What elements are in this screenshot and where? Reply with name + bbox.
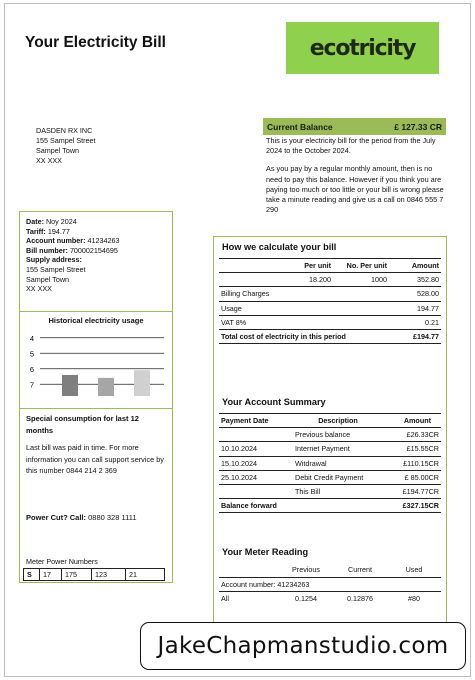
calc-unit-row xyxy=(219,273,441,287)
chart-tick-label: 6 xyxy=(29,364,35,374)
summary-header: Description xyxy=(293,414,383,428)
meter-cell: 21 xyxy=(129,570,137,579)
balance-note-text: As you pay by a regular monthly amount, then is no need to pay this balance. However if you think you are paying too much or too little or your bill is wrong please take a minute reading and give us a call on 0846 555 7 290 xyxy=(266,164,444,215)
meter-reading-header: Current xyxy=(333,563,387,577)
meter-reading-cell: 0.1254 xyxy=(295,594,317,604)
summary-header: Payment Date xyxy=(219,414,293,428)
supply-address-line: 155 Sampel Street xyxy=(26,264,86,274)
logo-text: ecotricity xyxy=(309,35,416,61)
ecotricity-logo xyxy=(286,22,439,74)
power-cut-number: 0880 328 1111 xyxy=(88,513,137,522)
balance-period-text: This is your electricity bill for the period from the July 2024 to the October 2024. xyxy=(266,136,436,156)
summary-cell: £194.77CR xyxy=(383,484,441,498)
calc-row-amount: 0.21 xyxy=(389,315,441,329)
calc-header xyxy=(219,259,289,273)
calc-cell: 352.80 xyxy=(389,273,441,287)
summary-row xyxy=(219,484,441,498)
meter-reading-table xyxy=(219,563,441,606)
summary-header-row xyxy=(219,414,441,428)
date-label: Date: xyxy=(26,217,44,226)
summary-cell: £ 85.00CR xyxy=(383,470,441,484)
summary-cell: £26.33CR xyxy=(383,428,441,442)
chart-tick-label: 4 xyxy=(29,333,35,343)
summary-section-title: Your Account Summary xyxy=(222,397,326,407)
account-info xyxy=(26,217,119,294)
watermark: JakeChapmanstudio.com xyxy=(140,622,466,670)
meter-reading-cell: #80 xyxy=(408,594,420,604)
special-consumption-text: Last bill was paid in time. For more information you can call support service by this number 0844 214 2 369 xyxy=(26,443,164,475)
chart-bar xyxy=(98,378,114,396)
chart-title: Historical electricity usage xyxy=(48,316,144,325)
bill-title: Your Electricity Bill xyxy=(25,34,166,51)
summary-header: Amount xyxy=(383,414,441,428)
summary-cell: £15.55CR xyxy=(383,442,441,456)
summary-row xyxy=(219,428,441,442)
calc-row xyxy=(219,315,441,329)
calc-row-label: VAT 8% xyxy=(219,315,389,329)
summary-cell: Debit Credit Payment xyxy=(293,470,383,484)
meter-reading-row xyxy=(219,591,441,605)
bill-details-panel xyxy=(213,236,447,623)
summary-cell: 15.10.2024 xyxy=(219,456,293,470)
calc-section-title: How we calculate your bill xyxy=(222,242,337,252)
customer-address xyxy=(36,126,96,166)
calc-header-row xyxy=(219,259,441,273)
meter-reading-header: Previous xyxy=(279,563,333,577)
calc-header: Amount xyxy=(389,259,441,273)
meter-cell: 17 xyxy=(40,569,62,580)
summary-row xyxy=(219,470,441,484)
address-line: 155 Sampel Street xyxy=(36,136,96,145)
summary-row xyxy=(219,442,441,456)
chart-tick-label: 7 xyxy=(29,380,35,390)
summary-forward-row xyxy=(219,499,441,513)
calc-row xyxy=(219,287,441,301)
meter-reading-header-row xyxy=(219,563,441,577)
special-consumption-title: Special consumption for last 12 months xyxy=(26,414,139,435)
tariff-label: Tariff: xyxy=(26,226,46,236)
bill-number-value: 700002154695 xyxy=(69,245,118,255)
current-balance-label: Current Balance xyxy=(267,121,333,132)
calc-row-label: Usage xyxy=(219,301,389,315)
summary-cell: This Bill xyxy=(293,484,383,498)
balance-forward-amount: £327.15CR xyxy=(383,499,441,513)
usage-chart-svg xyxy=(20,326,172,408)
supply-address-label: Supply address: xyxy=(26,255,82,265)
supply-address-line: Sampel Town xyxy=(26,274,70,284)
summary-row xyxy=(219,456,441,470)
calc-total-label: Total cost of electricity in this period xyxy=(219,329,389,343)
meter-reading-account: Account number: 41234263 xyxy=(219,577,441,591)
balance-forward-label: Balance forward xyxy=(219,499,383,513)
address-line: XX XXX xyxy=(36,156,62,165)
supply-address-line: XX XXX xyxy=(26,284,52,294)
summary-cell: 25.10.2024 xyxy=(219,470,293,484)
summary-cell xyxy=(219,484,293,498)
summary-cell: 10.10.2024 xyxy=(219,442,293,456)
calc-row xyxy=(219,301,441,315)
meter-reading-account-row xyxy=(219,577,441,591)
power-cut-label: Power Cut? Call: xyxy=(26,513,87,522)
summary-cell: £110.15CR xyxy=(383,456,441,470)
calc-cell: 1000 xyxy=(333,273,389,287)
summary-cell xyxy=(219,428,293,442)
power-cut-info xyxy=(26,513,137,522)
meter-cell: 175 xyxy=(62,569,92,580)
chart-tick-label: 5 xyxy=(29,349,35,359)
summary-cell: Witdrawal xyxy=(293,456,383,470)
calc-row-label: Billing Charges xyxy=(219,287,389,301)
address-line: Sampel Town xyxy=(36,146,80,155)
bill-number-label: Bill number: xyxy=(26,245,68,255)
chart-bar xyxy=(62,375,78,396)
meter-reading-cell: 0.12876 xyxy=(347,594,373,604)
current-balance-bar xyxy=(263,118,446,135)
account-number-label: Account number: xyxy=(26,236,86,246)
current-balance-amount: £ 127.33 CR xyxy=(394,121,442,132)
summary-cell: Internet Payment xyxy=(293,442,383,456)
calc-header: Per unit xyxy=(289,259,333,273)
balance-description xyxy=(266,136,448,223)
meter-cell: S xyxy=(24,569,40,580)
meter-power-numbers-table xyxy=(23,568,165,581)
meter-reading-cell: All xyxy=(221,594,229,604)
chart-bar xyxy=(134,370,150,396)
address-line: DASDEN RX INC xyxy=(36,126,93,135)
tariff-value: 194.77 xyxy=(47,226,70,236)
account-info-panel xyxy=(19,211,173,583)
calc-row-amount: 194.77 xyxy=(389,301,441,315)
calc-header: No. Per unit xyxy=(333,259,389,273)
account-number-value: 41234263 xyxy=(87,236,120,246)
calc-total-row xyxy=(219,329,441,343)
calc-row-amount: 528.00 xyxy=(389,287,441,301)
special-consumption xyxy=(26,413,168,477)
calc-total-amount: £194.77 xyxy=(389,329,441,343)
calc-table xyxy=(219,258,441,344)
meter-reading-title: Your Meter Reading xyxy=(222,547,309,557)
calc-cell xyxy=(219,273,289,287)
usage-chart xyxy=(20,311,172,409)
meter-cell: 123 xyxy=(92,569,126,580)
summary-table xyxy=(219,413,441,513)
date-value: Noy 2024 xyxy=(45,217,77,226)
meter-reading-header: Used xyxy=(387,563,441,577)
summary-cell: Previous balance xyxy=(293,428,383,442)
meter-reading-header xyxy=(219,563,279,577)
meter-power-numbers-label: Meter Power Numbers xyxy=(26,557,98,566)
calc-cell: 18.200 xyxy=(289,273,333,287)
